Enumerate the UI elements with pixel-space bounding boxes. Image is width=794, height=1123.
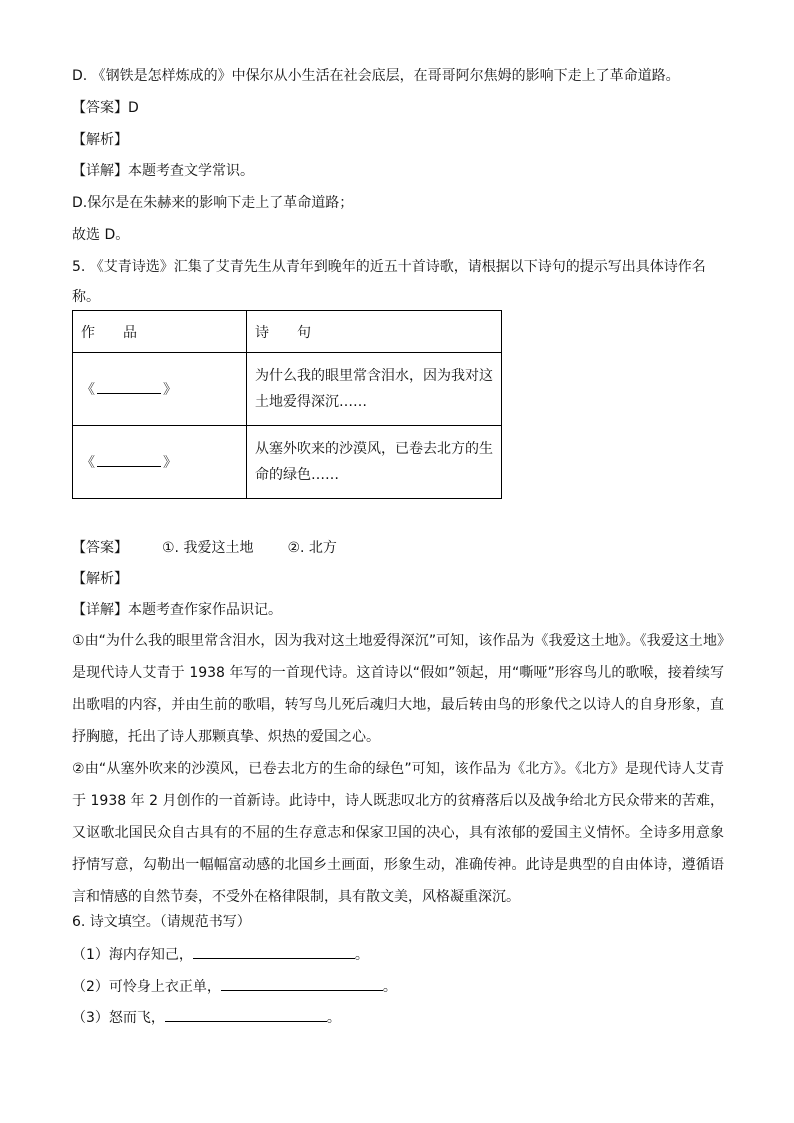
title-blank <box>97 379 161 394</box>
q5-detail: 【详解】本题考查作家作品识记。 <box>72 602 282 618</box>
q5-answer-line <box>72 538 337 558</box>
q5-answer-2: ②. 北方 <box>287 540 337 556</box>
work-blank-cell <box>73 353 247 426</box>
fill-end: 。 <box>326 1010 341 1026</box>
q4-explanation: D.保尔是在朱赫来的影响下走上了革命道路； <box>72 195 354 211</box>
verse-cell: 为什么我的眼里常含泪水，因为我对这土地爱得深沉…… <box>247 353 502 426</box>
poem-table <box>72 310 502 499</box>
poem-table-header <box>73 311 502 353</box>
fill-prompt: （1）海内存知己， <box>72 947 193 963</box>
q4-option-d: D. 《钢铁是怎样炼成的》中保尔从小生活在社会底层，在哥哥阿尔焦姆的影响下走上了革命道路。 <box>72 68 680 84</box>
q4-analysis-label: 【解析】 <box>72 132 128 148</box>
q4-answer: 【答案】D <box>72 100 139 116</box>
q5-analysis-label: 【解析】 <box>72 571 128 587</box>
fill-item <box>72 976 397 997</box>
fill-end: 。 <box>382 979 397 995</box>
header-work: 作 品 <box>73 311 247 353</box>
q5-stem-line1: 5. 《艾青诗选》汇集了艾青先生从青年到晚年的近五十首诗歌，请根据以下诗句的提示写出具体诗作名 <box>72 259 706 275</box>
fill-item <box>72 1007 341 1028</box>
table-row <box>73 353 502 426</box>
bracket-close: 》 <box>163 455 177 471</box>
q4-detail: 【详解】本题考查文学常识。 <box>72 163 254 179</box>
bracket-open: 《 <box>81 382 95 398</box>
table-row <box>73 426 502 499</box>
q5-stem-line2: 称。 <box>72 289 100 305</box>
fill-prompt: （2）可怜身上衣正单， <box>72 979 221 995</box>
answer-blank[interactable] <box>165 1007 327 1022</box>
bracket-open: 《 <box>81 455 95 471</box>
q6-stem: 6. 诗文填空。（请规范书写） <box>72 914 251 930</box>
answer-blank[interactable] <box>193 944 355 959</box>
answer-blank[interactable] <box>221 976 383 991</box>
q5-answer-label: 【答案】 <box>72 540 128 556</box>
fill-item <box>72 944 369 965</box>
q5-explanation-2: ②由“从塞外吹来的沙漠风，已卷去北方的生命的绿色”可知，该作品为《北方》。《北方》是现代诗人艾青于 1938 年 2 月创作的一首新诗。此诗中，诗人既悲叹北方的贫瘠落后以及战争给北方民众带来的苦难，又讴歌北国民众自古具有的不屈的生存意志和保家卫国的决心，具有浓郁的爱国主义情怀。全诗多用意象抒情写意，勾勒出一幅幅富动感的北国乡土画面，形象生动，准确传神。此诗是典型的自由体诗，遵循语言和情感的自然节奏，不受外在格律限制，具有散文美，风格凝重深沉。 <box>72 761 724 905</box>
header-verse: 诗 句 <box>247 311 502 353</box>
work-blank-cell <box>73 426 247 499</box>
fill-end: 。 <box>354 947 369 963</box>
q4-conclusion: 故选 D。 <box>72 227 130 243</box>
bracket-close: 》 <box>163 382 177 398</box>
verse-cell: 从塞外吹来的沙漠风，已卷去北方的生命的绿色…… <box>247 426 502 499</box>
fill-prompt: （3）怒而飞， <box>72 1010 165 1026</box>
q5-answer-1: ①. 我爱这土地 <box>162 540 254 556</box>
q5-explanation-1: ①由“为什么我的眼里常含泪水，因为我对这土地爱得深沉”可知，该作品为《我爱这土地》。《我爱这土地》是现代诗人艾青于 1938 年写的一首现代诗。这首诗以“假如”领起，用“嘶哑”形容鸟儿的歌喉，接着续写出歌唱的内容，并由生前的歌唱，转写鸟儿死后魂归大地，最后转由鸟的形象代之以诗人的自身形象，直抒胸臆，托出了诗人那颗真挚、炽热的爱国之心。 <box>72 633 724 745</box>
title-blank <box>97 452 161 467</box>
